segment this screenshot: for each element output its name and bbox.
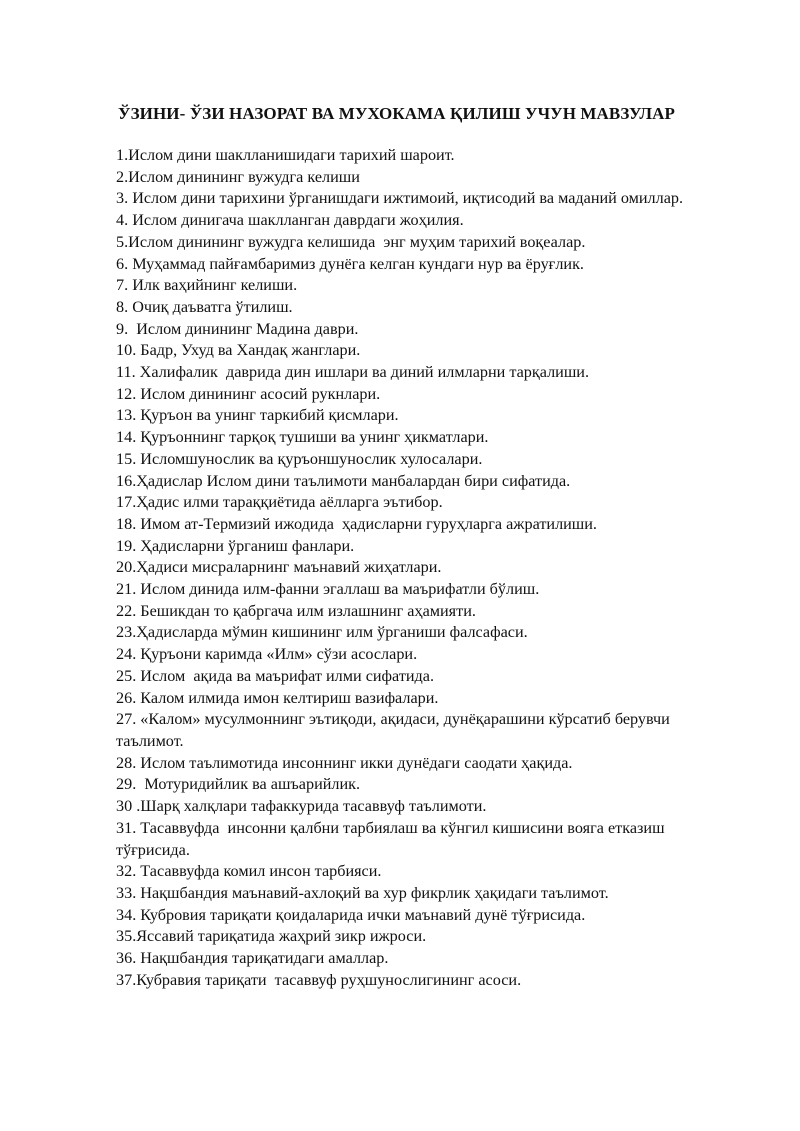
topic-item: [116, 188, 716, 210]
topic-text: 18. Имом ат-Термизий ижодида ҳадисларни гуруҳларга ажратилиши.: [116, 514, 597, 533]
topic-item: [116, 362, 716, 384]
topic-item: [116, 926, 716, 948]
topic-item: [116, 557, 716, 579]
topic-text: 25. Ислом ақида ва маърифат илми сифатида.: [116, 666, 435, 685]
topic-item: [116, 622, 716, 644]
topic-item: [116, 210, 716, 232]
topic-text: 6. Муҳаммад пайғамбаримиз дунёга келган кундаги нур ва ёруғлик.: [116, 254, 584, 273]
topic-text: 4. Ислом динигача шаклланган даврдаги жоҳилия.: [116, 211, 464, 230]
topic-text: 1.Ислом дини шаклланишидаги тарихий шароит.: [116, 146, 455, 164]
topic-item: [116, 709, 716, 752]
topic-text: 20.Ҳадиси мисраларнинг маънавий жиҳатлари.: [116, 558, 442, 577]
topic-text: 24. Қуръони каримда «Илм» сўзи асослари.: [116, 645, 418, 664]
topic-text: 17.Ҳадис илми тараққиётида аёлларга эътибор.: [116, 493, 443, 512]
topic-text: 37.Кубравия тариқати тасаввуф руҳшунослигининг асоси.: [116, 970, 522, 989]
topic-text: 12. Ислом динининг асосий рукнлари.: [116, 384, 381, 403]
topic-text: 29. Мотуридийлик ва ашъарийлик.: [116, 775, 361, 794]
topic-item: [116, 818, 716, 861]
topic-text: 19. Ҳадисларни ўрганиш фанлари.: [116, 536, 355, 555]
topic-item: [116, 688, 716, 710]
topic-item: [116, 145, 716, 167]
topic-item: [116, 254, 716, 276]
topic-text: 21. Ислом динида илм-фанни эгаллаш ва маърифатли бўлиш.: [116, 580, 540, 599]
document-title: ЎЗИНИ- ЎЗИ НАЗОРАТ ВА МУХОКАМА ҚИЛИШ УЧУН МАВЗУЛАР: [118, 104, 675, 124]
topic-text: 15. Исломшунослик ва қуръоншунослик хулосалари.: [116, 449, 483, 468]
topic-item: [116, 449, 716, 471]
topic-text: 23.Ҳадисларда мўмин кишининг илм ўрганиши фалсафаси.: [116, 623, 528, 642]
topic-item: [116, 579, 716, 601]
topic-text: 31. Тасаввуфда инсонни қалбни тарбиялаш ва кўнгил кишисини вояга етказиш тўғрисида.: [116, 818, 669, 859]
topic-item: [116, 471, 716, 493]
topic-text: 8. Очиқ даъватга ўтилиш.: [116, 297, 293, 316]
topic-text: 14. Қуръоннинг тарқоқ тушиши ва унинг ҳикматлари.: [116, 428, 489, 447]
topic-text: 16.Ҳадислар Ислом дини таълимоти манбалардан бири сифатида.: [116, 471, 571, 490]
topic-item: [116, 774, 716, 796]
topic-text: 26. Калом илмида имон келтириш вазифалари.: [116, 688, 439, 707]
topic-item: [116, 384, 716, 406]
topic-item: [116, 167, 716, 189]
topic-item: [116, 492, 716, 514]
topic-item: [116, 666, 716, 688]
topic-text: 35.Яссавий тариқатида жаҳрий зикр ижроси.: [116, 927, 427, 946]
topic-text: 27. «Калом» мусулмоннинг эътиқоди, ақидаси, дунёқарашини кўрсатиб берувчи таълимот.: [116, 710, 674, 750]
topic-item: [116, 232, 716, 254]
topic-item: [116, 883, 716, 905]
topic-text: 11. Халифалик даврида дин ишлари ва диний илмларни тарқалиши.: [116, 363, 590, 382]
topic-text: 33. Нақшбандия маънавий-ахлоқий ва хур фикрлик ҳақидаги таълимот.: [116, 883, 609, 902]
topics-list: [116, 145, 716, 991]
topic-item: [116, 319, 716, 341]
topic-item: [116, 275, 716, 297]
topic-item: [116, 644, 716, 666]
topic-text: 30 .Шарқ халқлари тафаккурида тасаввуф таълимоти.: [116, 797, 487, 816]
topic-item: [116, 905, 716, 927]
topic-text: 5.Ислом динининг вужудга келишида энг муҳим тарихий воқеалар.: [116, 232, 586, 251]
topic-item: [116, 536, 716, 558]
topic-item: [116, 948, 716, 970]
topic-text: 32. Тасаввуфда комил инсон тарбияси.: [116, 862, 382, 881]
topic-item: [116, 514, 716, 536]
topic-item: [116, 297, 716, 319]
topic-text: 28. Ислом таълимотида инсоннинг икки дунёдаги саодати ҳақида.: [116, 753, 573, 772]
topic-item: [116, 601, 716, 623]
topic-item: [116, 405, 716, 427]
topic-text: 13. Қуръон ва унинг таркибий қисмлари.: [116, 406, 399, 425]
topic-text: 9. Ислом динининг Мадина даври.: [116, 319, 359, 338]
topic-item: [116, 861, 716, 883]
topic-text: 22. Бешикдан то қабргача илм излашнинг аҳамияти.: [116, 601, 476, 620]
topic-item: [116, 796, 716, 818]
topic-text: 3. Ислом дини тарихини ўрганишдаги ижтимоий, иқтисодий ва маданий омиллар.: [116, 189, 684, 208]
topic-text: 2.Ислом динининг вужудга келиши: [116, 167, 360, 186]
topic-item: [116, 427, 716, 449]
topic-text: 10. Бадр, Ухуд ва Хандақ жанглари.: [116, 341, 361, 360]
topic-item: [116, 340, 716, 362]
topic-item: [116, 970, 716, 992]
topic-text: 36. Нақшбандия тариқатидаги амаллар.: [116, 949, 389, 968]
topic-item: [116, 753, 716, 775]
topic-text: 34. Кубровия тариқати қоидаларида ички маънавий дунё тўғрисида.: [116, 905, 586, 924]
topic-text: 7. Илк ваҳийнинг келиши.: [116, 276, 298, 295]
